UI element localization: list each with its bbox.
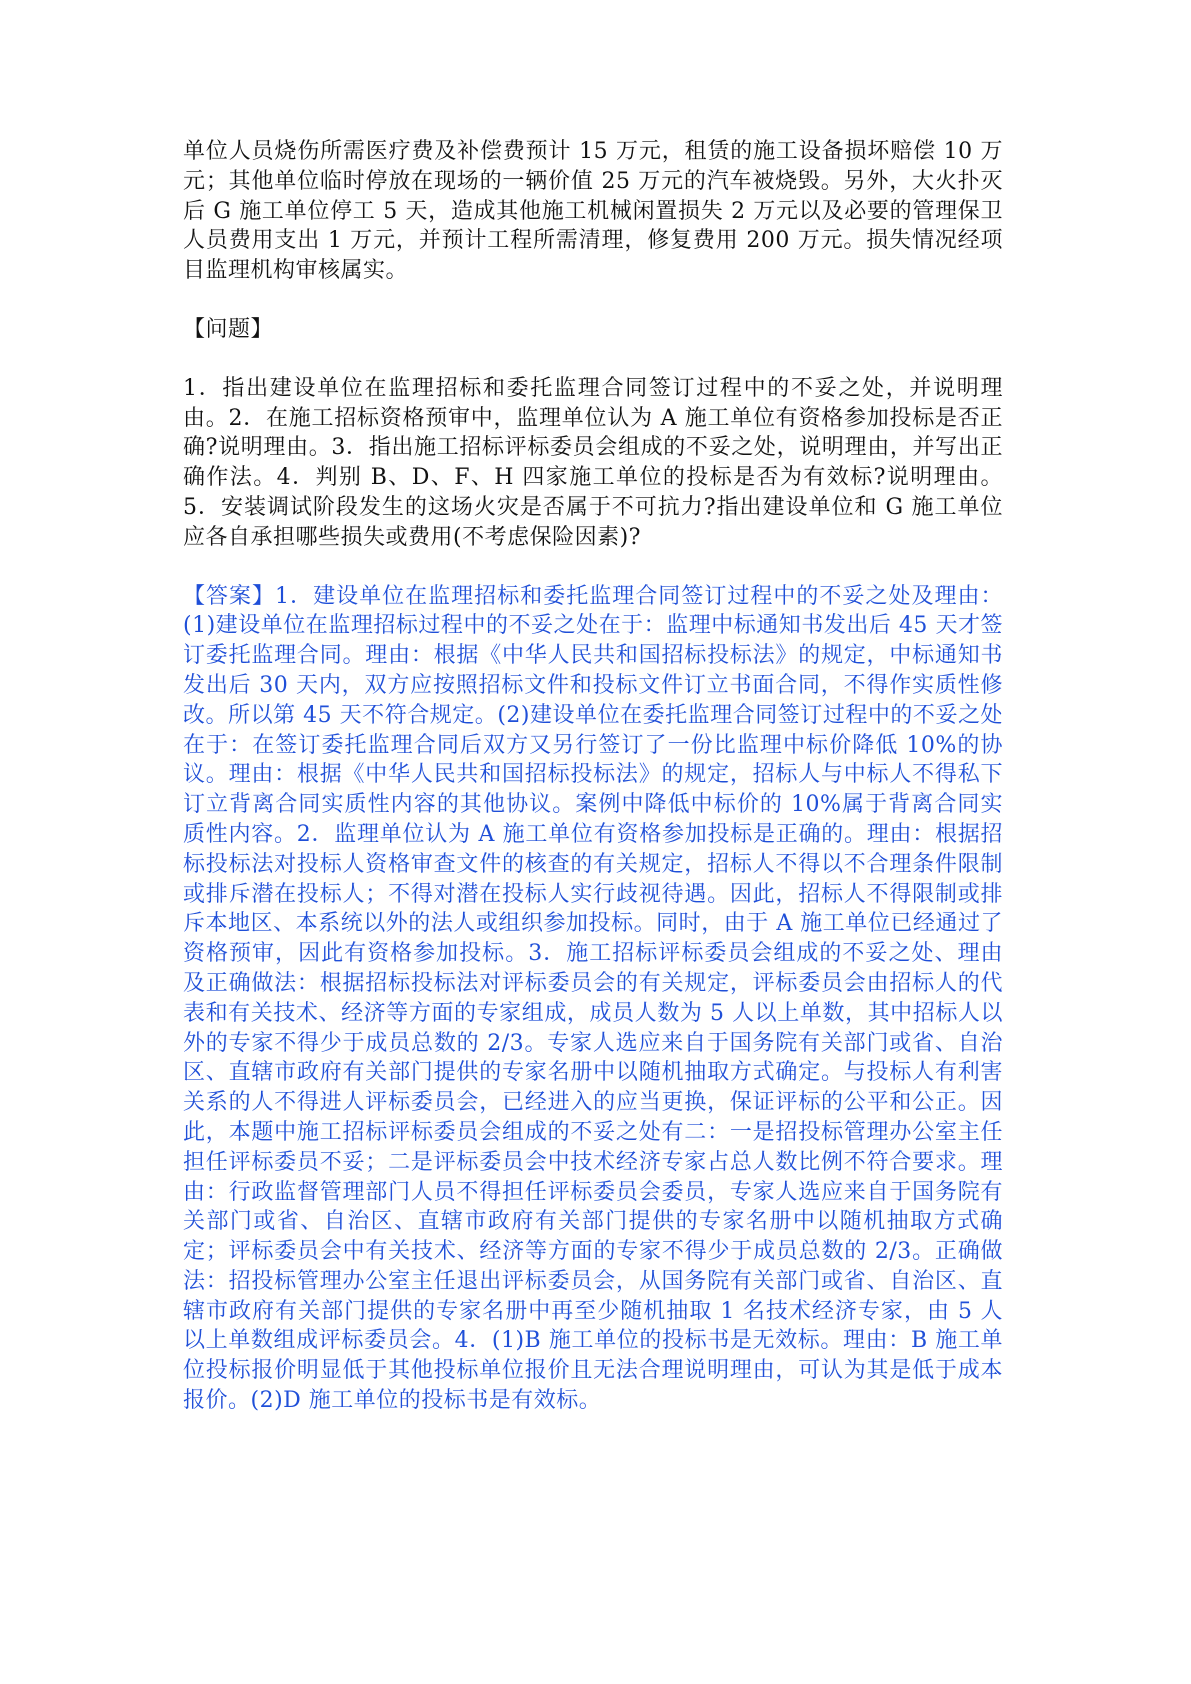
answer-paragraph: 【答案】1．建设单位在监理招标和委托监理合同签订过程中的不妥之处及理由：(1)建设单位在监理招标过程中的不妥之处在于：监理中标通知书发出后 45 天才签订委托监理合同。理由：根据《中华人民共和国招标投标法》的规定，中标通知书发出后 30 天内，双方应按照招标文件和投标文件订立书面合同，不得作实质性修改。所以第 45 天不符合规定。(2)建设单位在委托监理合同签订过程中的不妥之处在于：在签订委托监理合同后双方又另行签订了一份比监理中标价降低 10%的协议。理由：根据《中华人民共和国招标投标法》的规定，招标人与中标人不得私下订立背离合同实质性内容的其他协议。案例中降低中标价的 10%属于背离合同实质性内容。2．监理单位认为 A 施工单位有资格参加投标是正确的。理由：根据招标投标法对投标人资格审查文件的核查的有关规定，招标人不得以不合理条件限制或排斥潜在投标人；不得对潜在投标人实行歧视待遇。因此，招标人不得限制或排斥本地区、本系统以外的法人或组织参加投标。同时，由于 A 施工单位已经通过了资格预审，因此有资格参加投标。3．施工招标评标委员会组成的不妥之处、理由及正确做法：根据招标投标法对评标委员会的有关规定，评标委员会由招标人的代表和有关技术、经济等方面的专家组成，成员人数为 5 人以上单数，其中招标人以外的专家不得少于成员总数的 2/3。专家人选应来自于国务院有关部门或省、自治区、直辖市政府有关部门提供的专家名册中以随机抽取方式确定。与投标人有利害关系的人不得进人评标委员会，已经进入的应当更换，保证评标的公平和公正。因此，本题中施工招标评标委员会组成的不妥之处有二：一是招投标管理办公室主任担任评标委员不妥；二是评标委员会中技术经济专家占总人数比例不符合要求。理由：行政监督管理部门人员不得担任评标委员会委员，专家人选应来自于国务院有关部门或省、自治区、直辖市政府有关部门提供的专家名册中以随机抽取方式确定；评标委员会中有关技术、经济等方面的专家不得少于成员总数的 2/3。正确做法：招投标管理办公室主任退出评标委员会，从国务院有关部门或省、自治区、直辖市政府有关部门提供的专家名册中再至少随机抽取 1 名技术经济专家，由 5 人以上单数组成评标委员会。4．(1)B 施工单位的投标书是无效标。理由：B 施工单位投标报价明显低于其他投标单位报价且无法合理说明理由，可认为其是低于成本报价。(2)D 施工单位的投标书是有效标。 <box>183 583 1003 1414</box>
intro-paragraph: 单位人员烧伤所需医疗费及补偿费预计 15 万元，租赁的施工设备损坏赔偿 10 万元；其他单位临时停放在现场的一辆价值 25 万元的汽车被烧毁。另外，大火扑灭后 G 施工单位停工 5 天，造成其他施工机械闲置损失 2 万元以及必要的管理保卫人员费用支出 1 万元，并预计工程所需清理，修复费用 200 万元。损失情况经项目监理机构审核属实。 <box>183 139 1003 284</box>
questions-paragraph: 1．指出建设单位在监理招标和委托监理合同签订过程中的不妥之处，并说明理由。2．在施工招标资格预审中，监理单位认为 A 施工单位有资格参加投标是否正确?说明理由。3．指出施工招标评标委员会组成的不妥之处，说明理由，并写出正确作法。4．判别 B、D、F、H 四家施工单位的投标是否为有效标?说明理由。5．安装调试阶段发生的这场火灾是否属于不可抗力?指出建设单位和 G 施工单位应各自承担哪些损失或费用(不考虑保险因素)? <box>183 375 1003 550</box>
document-body <box>183 137 1003 1416</box>
question-heading: 【问题】 <box>183 316 274 342</box>
